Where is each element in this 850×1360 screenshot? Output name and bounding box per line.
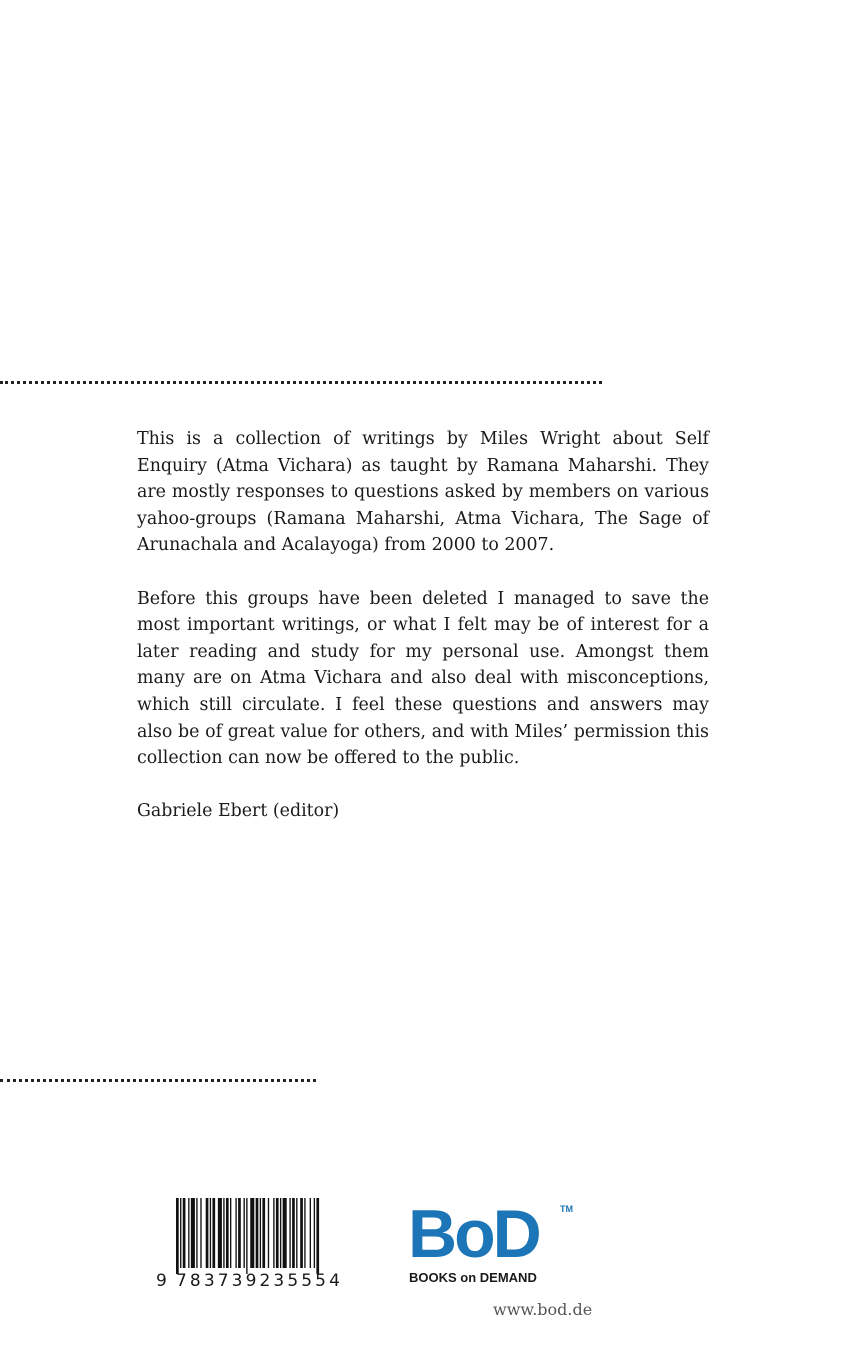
barcode-bars-icon (174, 1198, 354, 1274)
back-cover-blurb (137, 426, 709, 825)
isbn-first-digit: 9 (156, 1271, 168, 1291)
bod-logo-mark: BoD (408, 1196, 539, 1272)
editor-signature: Gabriele Ebert (editor) (137, 801, 340, 822)
trademark-symbol: TM (560, 1204, 573, 1214)
isbn-barcode (156, 1198, 356, 1292)
publisher-website: www.bod.de (493, 1300, 593, 1319)
bod-tagline: BOOKS on DEMAND (409, 1270, 537, 1285)
isbn-digits: 783739235554 (176, 1271, 343, 1291)
blurb-paragraph-2: Before this groups have been deleted I managed to save the most important writings, or what I felt may be of interest for a later reading and study for my personal use. Amongst them many are on Atma Vichara and also deal with misconceptions, which still circulate. I feel these questions and answers may also be of great value for others, and with Miles’ permission this collection can now be offered to the public. (137, 588, 709, 769)
blurb-paragraph-1: This is a collection of writings by Miles Wright about Self Enquiry (Atma Vichara) as taught by Ramana Maharshi. They are mostly responses to questions asked by members on various yahoo-groups (Ramana Maharshi, Atma Vichara, The Sage of Arunachala and Acalayoga) from 2000 to 2007. (137, 429, 709, 556)
dotted-divider-bottom (0, 1079, 316, 1082)
dotted-divider-top (0, 381, 602, 384)
bod-logo (408, 1196, 578, 1290)
